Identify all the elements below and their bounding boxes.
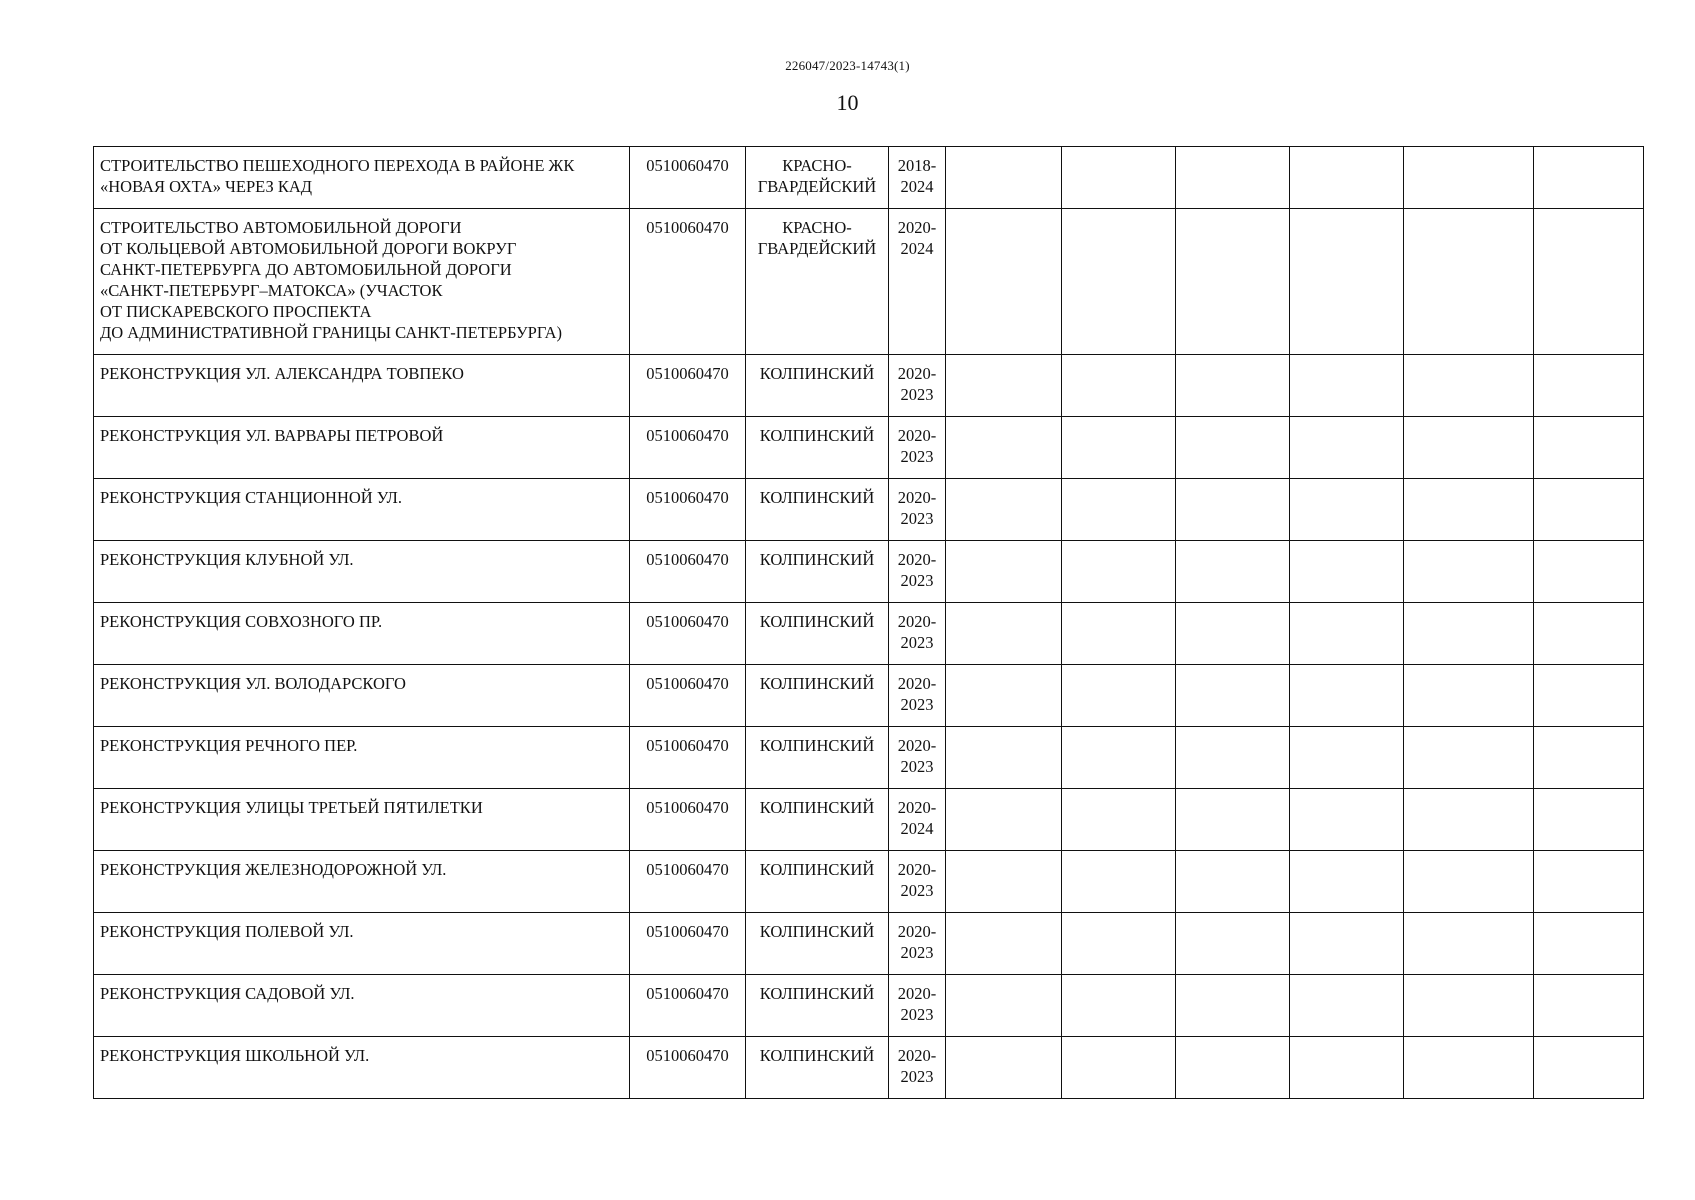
district-cell: КОЛПИНСКИЙ [746, 975, 889, 1037]
table-row [94, 727, 1644, 789]
district-cell: КОЛПИНСКИЙ [746, 851, 889, 913]
period-cell: 2020- 2023 [889, 479, 946, 541]
budget-code-cell: 0510060470 [630, 355, 746, 417]
empty-value-cell [1290, 789, 1404, 851]
empty-value-cell [946, 479, 1062, 541]
budget-code-cell: 0510060470 [630, 479, 746, 541]
empty-value-cell [1290, 975, 1404, 1037]
empty-value-cell [1534, 479, 1644, 541]
empty-value-cell [1176, 727, 1290, 789]
empty-value-cell [1062, 665, 1176, 727]
empty-value-cell [1404, 1037, 1534, 1099]
empty-value-cell [1290, 727, 1404, 789]
district-cell: КОЛПИНСКИЙ [746, 603, 889, 665]
object-name-cell: РЕКОНСТРУКЦИЯ УЛ. ВАРВАРЫ ПЕТРОВОЙ [94, 417, 630, 479]
empty-value-cell [1062, 479, 1176, 541]
table-row [94, 147, 1644, 209]
period-cell: 2020- 2023 [889, 417, 946, 479]
table-row [94, 209, 1644, 355]
empty-value-cell [946, 603, 1062, 665]
period-cell: 2018- 2024 [889, 147, 946, 209]
table-row [94, 789, 1644, 851]
empty-value-cell [1534, 147, 1644, 209]
budget-code-cell: 0510060470 [630, 603, 746, 665]
table-row [94, 541, 1644, 603]
budget-code-cell: 0510060470 [630, 147, 746, 209]
empty-value-cell [1176, 913, 1290, 975]
object-name-cell: РЕКОНСТРУКЦИЯ РЕЧНОГО ПЕР. [94, 727, 630, 789]
table-row [94, 603, 1644, 665]
empty-value-cell [1176, 975, 1290, 1037]
district-cell: КРАСНО- ГВАРДЕЙСКИЙ [746, 147, 889, 209]
object-name-cell: РЕКОНСТРУКЦИЯ УЛ. АЛЕКСАНДРА ТОВПЕКО [94, 355, 630, 417]
table-row [94, 975, 1644, 1037]
table-row [94, 851, 1644, 913]
district-cell: КОЛПИНСКИЙ [746, 479, 889, 541]
empty-value-cell [1176, 1037, 1290, 1099]
empty-value-cell [946, 851, 1062, 913]
period-cell: 2020- 2023 [889, 665, 946, 727]
district-cell: КОЛПИНСКИЙ [746, 1037, 889, 1099]
empty-value-cell [1534, 541, 1644, 603]
empty-value-cell [1290, 209, 1404, 355]
period-cell: 2020- 2023 [889, 541, 946, 603]
empty-value-cell [1062, 913, 1176, 975]
empty-value-cell [1404, 479, 1534, 541]
empty-value-cell [1062, 147, 1176, 209]
period-cell: 2020- 2024 [889, 789, 946, 851]
empty-value-cell [1534, 665, 1644, 727]
table-row [94, 913, 1644, 975]
district-cell: КОЛПИНСКИЙ [746, 727, 889, 789]
budget-code-cell: 0510060470 [630, 665, 746, 727]
object-name-cell: РЕКОНСТРУКЦИЯ САДОВОЙ УЛ. [94, 975, 630, 1037]
object-name-cell: РЕКОНСТРУКЦИЯ УЛ. ВОЛОДАРСКОГО [94, 665, 630, 727]
empty-value-cell [1176, 541, 1290, 603]
empty-value-cell [1534, 1037, 1644, 1099]
object-name-cell: СТРОИТЕЛЬСТВО АВТОМОБИЛЬНОЙ ДОРОГИ ОТ КОЛЬЦЕВОЙ АВТОМОБИЛЬНОЙ ДОРОГИ ВОКРУГ САНКТ-ПЕТЕРБУРГА ДО АВТОМОБИЛЬНОЙ ДОРОГИ «САНКТ-ПЕТЕРБУРГ–МАТОКСА» (УЧАСТОК ОТ ПИСКАРЕВСКОГО ПРОСПЕКТА ДО АДМИНИСТРАТИВНОЙ ГРАНИЦЫ САНКТ-ПЕТЕРБУРГА) [94, 209, 630, 355]
empty-value-cell [946, 541, 1062, 603]
empty-value-cell [946, 417, 1062, 479]
document-id: 226047/2023-14743(1) [785, 58, 910, 73]
district-cell: КОЛПИНСКИЙ [746, 541, 889, 603]
empty-value-cell [1534, 355, 1644, 417]
empty-value-cell [1534, 789, 1644, 851]
district-cell: КОЛПИНСКИЙ [746, 789, 889, 851]
empty-value-cell [946, 727, 1062, 789]
page-number: 10 [836, 90, 859, 115]
empty-value-cell [1404, 727, 1534, 789]
empty-value-cell [1290, 665, 1404, 727]
empty-value-cell [1404, 355, 1534, 417]
empty-value-cell [1290, 913, 1404, 975]
empty-value-cell [1176, 851, 1290, 913]
empty-value-cell [946, 1037, 1062, 1099]
construction-projects-table [93, 146, 1644, 1099]
empty-value-cell [1404, 851, 1534, 913]
table-row [94, 417, 1644, 479]
empty-value-cell [946, 913, 1062, 975]
object-name-cell: РЕКОНСТРУКЦИЯ УЛИЦЫ ТРЕТЬЕЙ ПЯТИЛЕТКИ [94, 789, 630, 851]
empty-value-cell [1062, 541, 1176, 603]
empty-value-cell [946, 355, 1062, 417]
object-name-cell: СТРОИТЕЛЬСТВО ПЕШЕХОДНОГО ПЕРЕХОДА В РАЙОНЕ ЖК «НОВАЯ ОХТА» ЧЕРЕЗ КАД [94, 147, 630, 209]
empty-value-cell [946, 209, 1062, 355]
budget-code-cell: 0510060470 [630, 417, 746, 479]
empty-value-cell [1062, 417, 1176, 479]
object-name-cell: РЕКОНСТРУКЦИЯ СТАНЦИОННОЙ УЛ. [94, 479, 630, 541]
period-cell: 2020- 2023 [889, 913, 946, 975]
empty-value-cell [946, 147, 1062, 209]
empty-value-cell [1404, 913, 1534, 975]
empty-value-cell [1290, 851, 1404, 913]
empty-value-cell [1176, 603, 1290, 665]
empty-value-cell [1062, 851, 1176, 913]
empty-value-cell [1290, 417, 1404, 479]
period-cell: 2020- 2023 [889, 355, 946, 417]
period-cell: 2020- 2024 [889, 209, 946, 355]
empty-value-cell [1062, 789, 1176, 851]
table-row [94, 665, 1644, 727]
budget-code-cell: 0510060470 [630, 851, 746, 913]
empty-value-cell [1176, 147, 1290, 209]
budget-code-cell: 0510060470 [630, 209, 746, 355]
empty-value-cell [1404, 541, 1534, 603]
budget-code-cell: 0510060470 [630, 913, 746, 975]
object-name-cell: РЕКОНСТРУКЦИЯ СОВХОЗНОГО ПР. [94, 603, 630, 665]
empty-value-cell [1176, 209, 1290, 355]
empty-value-cell [1176, 479, 1290, 541]
table-row [94, 1037, 1644, 1099]
empty-value-cell [1534, 417, 1644, 479]
empty-value-cell [1176, 789, 1290, 851]
period-cell: 2020- 2023 [889, 727, 946, 789]
empty-value-cell [1534, 603, 1644, 665]
period-cell: 2020- 2023 [889, 603, 946, 665]
empty-value-cell [1404, 975, 1534, 1037]
empty-value-cell [1404, 417, 1534, 479]
object-name-cell: РЕКОНСТРУКЦИЯ ЖЕЛЕЗНОДОРОЖНОЙ УЛ. [94, 851, 630, 913]
object-name-cell: РЕКОНСТРУКЦИЯ ПОЛЕВОЙ УЛ. [94, 913, 630, 975]
period-cell: 2020- 2023 [889, 975, 946, 1037]
empty-value-cell [1062, 1037, 1176, 1099]
empty-value-cell [1176, 355, 1290, 417]
empty-value-cell [1290, 1037, 1404, 1099]
empty-value-cell [1176, 417, 1290, 479]
empty-value-cell [1534, 727, 1644, 789]
empty-value-cell [1290, 603, 1404, 665]
empty-value-cell [1534, 913, 1644, 975]
table-row [94, 355, 1644, 417]
empty-value-cell [946, 665, 1062, 727]
object-name-cell: РЕКОНСТРУКЦИЯ КЛУБНОЙ УЛ. [94, 541, 630, 603]
empty-value-cell [1404, 789, 1534, 851]
empty-value-cell [1062, 727, 1176, 789]
empty-value-cell [1290, 355, 1404, 417]
period-cell: 2020- 2023 [889, 1037, 946, 1099]
district-cell: КОЛПИНСКИЙ [746, 913, 889, 975]
empty-value-cell [946, 789, 1062, 851]
district-cell: КОЛПИНСКИЙ [746, 355, 889, 417]
empty-value-cell [1062, 209, 1176, 355]
district-cell: КРАСНО- ГВАРДЕЙСКИЙ [746, 209, 889, 355]
empty-value-cell [1290, 541, 1404, 603]
empty-value-cell [1404, 147, 1534, 209]
budget-code-cell: 0510060470 [630, 727, 746, 789]
empty-value-cell [1404, 209, 1534, 355]
district-cell: КОЛПИНСКИЙ [746, 665, 889, 727]
table-row [94, 479, 1644, 541]
budget-code-cell: 0510060470 [630, 975, 746, 1037]
budget-code-cell: 0510060470 [630, 541, 746, 603]
empty-value-cell [1176, 665, 1290, 727]
budget-code-cell: 0510060470 [630, 1037, 746, 1099]
district-cell: КОЛПИНСКИЙ [746, 417, 889, 479]
empty-value-cell [1534, 209, 1644, 355]
empty-value-cell [946, 975, 1062, 1037]
empty-value-cell [1062, 975, 1176, 1037]
object-name-cell: РЕКОНСТРУКЦИЯ ШКОЛЬНОЙ УЛ. [94, 1037, 630, 1099]
empty-value-cell [1534, 851, 1644, 913]
empty-value-cell [1062, 355, 1176, 417]
empty-value-cell [1062, 603, 1176, 665]
budget-code-cell: 0510060470 [630, 789, 746, 851]
empty-value-cell [1290, 479, 1404, 541]
empty-value-cell [1290, 147, 1404, 209]
empty-value-cell [1404, 603, 1534, 665]
empty-value-cell [1404, 665, 1534, 727]
empty-value-cell [1534, 975, 1644, 1037]
period-cell: 2020- 2023 [889, 851, 946, 913]
